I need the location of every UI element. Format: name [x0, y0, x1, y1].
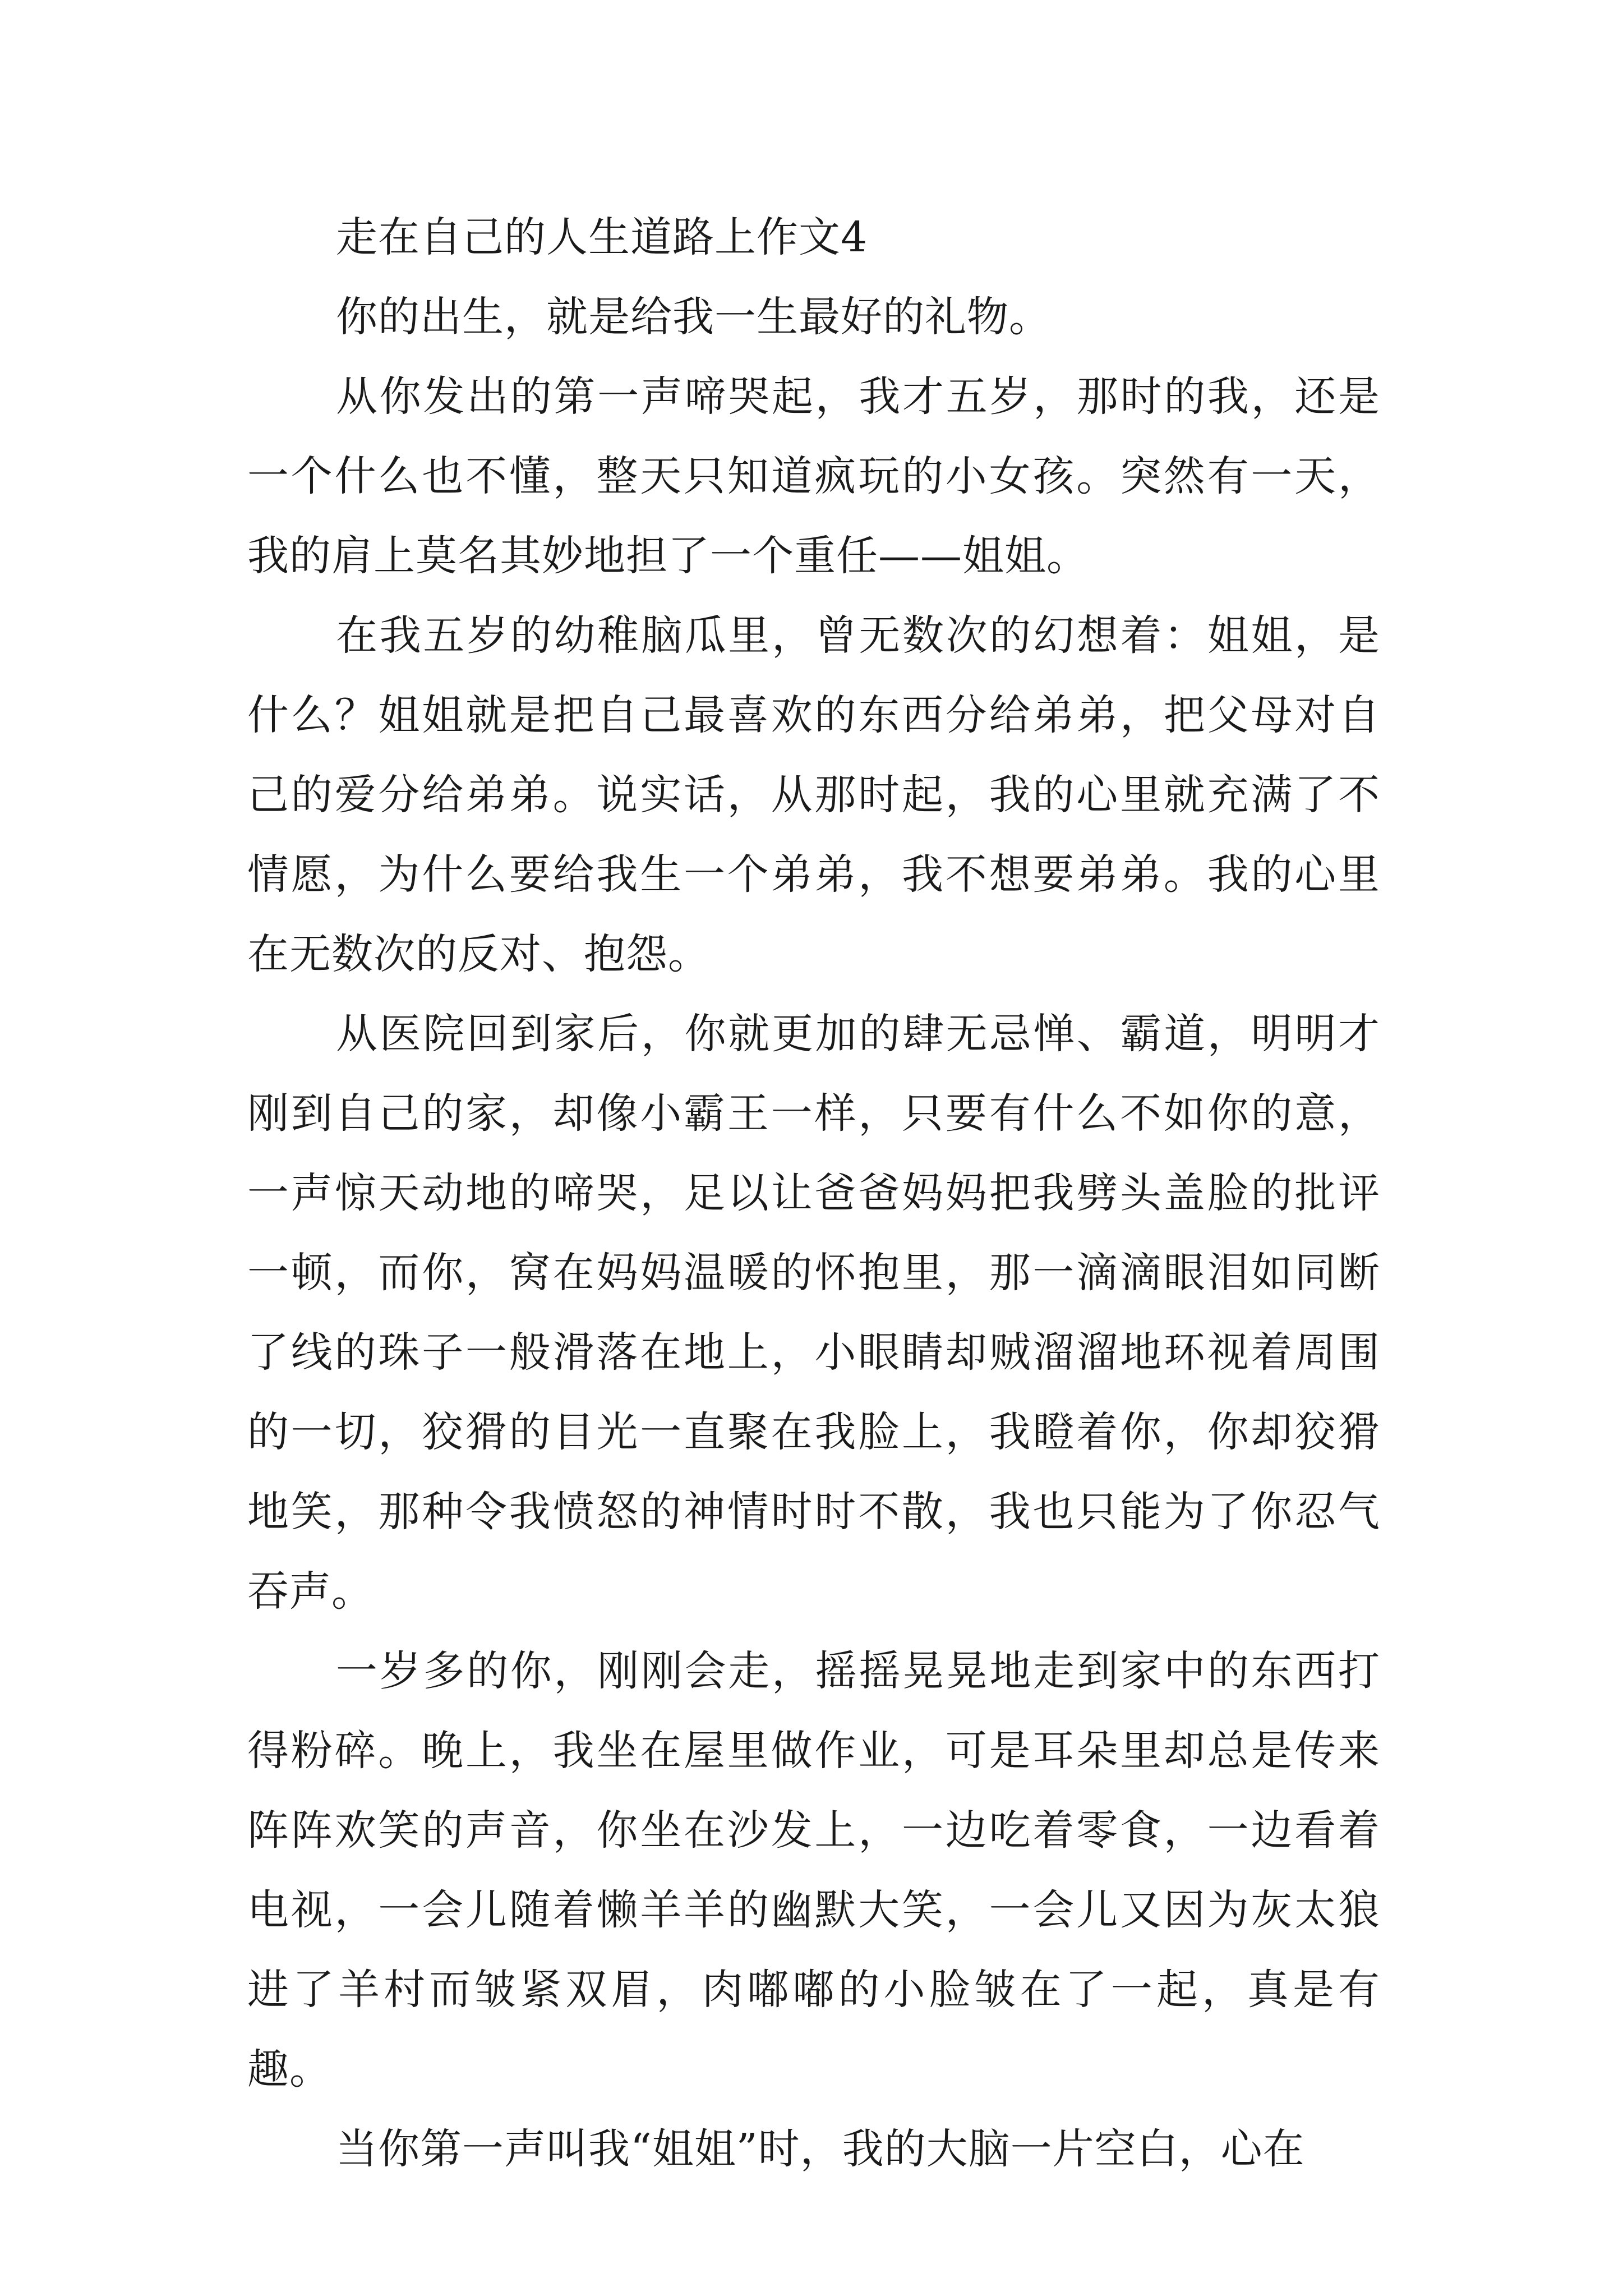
- paragraph: 一岁多的你，刚刚会走，摇摇晃晃地走到家中的东西打得粉碎。晚上，我坐在屋里做作业，可是耳朵里却总是传来阵阵欢笑的声音，你坐在沙发上，一边吃着零食，一边看着电视，一会儿随着懒羊羊的幽默大笑，一会儿又因为灰太狼进了羊村而皱紧双眉，肉嘟嘟的小脸皱在了一起，真是有趣。: [247, 1647, 1380, 2093]
- paragraph: 你的出生，就是给我一生最好的礼物。: [336, 293, 1051, 341]
- essay-body: [247, 197, 1380, 2189]
- paragraph: 当你第一声叫我“姐姐”时，我的大脑一片空白，心在: [336, 2125, 1305, 2173]
- paragraph: 从你发出的第一声啼哭起，我才五岁，那时的我，还是一个什么也不懂，整天只知道疯玩的小女孩。突然有一天，我的肩上莫名其妙地担了一个重任——姐姐。: [247, 372, 1380, 580]
- paragraph: 从医院回到家后，你就更加的肆无忌惮、霸道，明明才刚到自己的家，却像小霸王一样，只要有什么不如你的意，一声惊天动地的啼哭，足以让爸爸妈妈把我劈头盖脸的批评一顿，而你，窝在妈妈温暖的怀抱里，那一滴滴眼泪如同断了线的珠子一般滑落在地上，小眼睛却贼溜溜地环视着周围的一切，狡猾的目光一直聚在我脸上，我瞪着你，你却狡猾地笑，那种令我愤怒的神情时时不散，我也只能为了你忍气吞声。: [247, 1010, 1380, 1616]
- paragraph: 在我五岁的幼稚脑瓜里，曾无数次的幻想着：姐姐，是什么？姐姐就是把自己最喜欢的东西分给弟弟，把父母对自己的爱分给弟弟。说实话，从那时起，我的心里就充满了不情愿，为什么要给我生一个弟弟，我不想要弟弟。我的心里在无数次的反对、抱怨。: [247, 611, 1380, 978]
- essay-title: 走在自己的人生道路上作文4: [336, 213, 868, 261]
